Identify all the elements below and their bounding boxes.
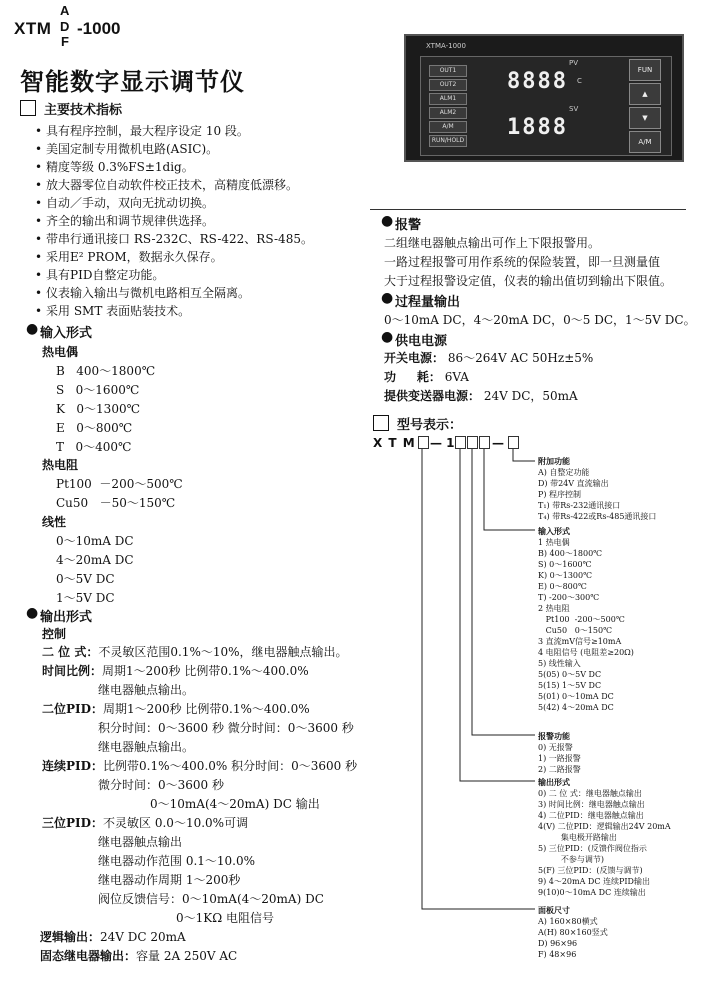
list-item: 1～5V DC xyxy=(56,591,115,605)
power-consumption: 功 耗： 6VA xyxy=(384,370,469,384)
led-out2: OUT2 xyxy=(429,79,467,91)
input-heading: ● 输入形式 xyxy=(26,321,93,341)
led-am: A/M xyxy=(429,121,467,133)
list-item: Cu50 －50～150℃ xyxy=(56,496,176,510)
pv-display: 8888 xyxy=(507,69,568,94)
linear-heading: 线性 xyxy=(42,515,67,529)
list-item: • 仪表输入输出与微机电路相互全隔离。 xyxy=(46,284,366,302)
list-item: S 0～1600℃ xyxy=(56,383,140,397)
model-code-heading: 型号表示： xyxy=(373,414,462,433)
code-dash: — xyxy=(492,436,504,450)
control-heading: 控制 xyxy=(42,627,67,641)
output-heading: ● 输出形式 xyxy=(26,605,93,625)
list-item: E 0～800℃ xyxy=(56,421,133,435)
output-line: 阀位反馈信号：0～10mA(4～20mA) DC xyxy=(98,892,324,906)
list-item: T 0～400℃ xyxy=(56,440,132,454)
list-item: • 采用E² PROM，数据永久保存。 xyxy=(46,248,366,266)
list-item: • 采用 SMT 表面贴装技术。 xyxy=(46,302,366,320)
output-line: 逻辑输出：24V DC 20mA xyxy=(40,930,186,944)
output-line: 继电器触点输出。 xyxy=(98,683,195,697)
model-prefix: XTM xyxy=(14,19,52,38)
output-line: 积分时间：0～3600 秒 微分时间：0～3600 秒 xyxy=(98,721,354,735)
output-line: 继电器动作范围 0.1～10.0% xyxy=(98,854,256,868)
list-item: Pt100 －200～500℃ xyxy=(56,477,183,491)
pv-output-heading: ● 过程量输出 xyxy=(381,290,461,310)
list-item: • 自动／手动，双向无扰动切换。 xyxy=(46,194,366,212)
unit-label: C xyxy=(577,77,582,85)
sv-label: SV xyxy=(569,105,579,113)
model-group-input: 输入形式 1 热电偶 B) 400～1800℃ S) 0～1600℃ K) 0～1300℃ E) 0～800℃ T) -200～300℃ 2 热电阻 Pt100 -200～500℃ Cu50 0～150℃ 3 直流mV信号≥10mA 4 电阻信号 (电阻差≥20Ω) 5) 线性输入 5(05) 0～5V DC 5(15) 1～5V DC 5(01) 0～10mA DC 5(42) 4～20mA DC xyxy=(538,526,634,712)
model-group-additional: 附加功能 A) 自整定功能 D) 带24V 直流输出 P) 程序控制 T₁) 带Rs-232通讯接口 T₄) 带Rs-422或Rs-485通讯接口 xyxy=(538,456,657,521)
list-item: • 带串行通讯接口 RS-232C、RS-422、RS-485。 xyxy=(46,230,366,248)
pv-output-text: 0～10mA DC，4～20mA DC，0～5 DC，1～5V DC。 xyxy=(384,313,696,327)
output-line: 0～10mA(4～20mA) DC 输出 xyxy=(150,797,320,811)
output-line: 继电器触点输出。 xyxy=(98,740,195,754)
led-out1: OUT1 xyxy=(429,65,467,77)
list-item: • 齐全的输出和调节规律供选择。 xyxy=(46,212,366,230)
alarm-line: 一路过程报警可用作系统的保险装置，即一旦测量值 xyxy=(384,255,661,269)
model-group-output: 输出形式 0) 二 位 式：继电器触点输出 3) 时间比例：继电器触点输出 4) 二位PID：继电器触点输出 4(V) 二位PID：逻辑输出24V 20mA 集电极开路输出 5) 三位PID：(反馈作阀位指示 不参与调节) 5(F) 三位PID：(反馈与调节) 9) 4～20mA DC 连续PID输出 9(10)0～10mA DC 连续输出 xyxy=(538,777,671,897)
fun-key: FUN xyxy=(629,59,661,81)
list-item: • 具有程序控制，最大程序设定 10 段。 xyxy=(46,122,366,140)
code-prefix: X T M xyxy=(373,436,416,450)
pv-label: PV xyxy=(569,59,579,67)
rtd-heading: 热电阻 xyxy=(42,458,79,472)
list-item: K 0～1300℃ xyxy=(56,402,141,416)
list-item: 4～20mA DC xyxy=(56,553,134,567)
list-item: • 精度等级 0.3%FS±1dig。 xyxy=(46,158,366,176)
thermocouple-heading: 热电偶 xyxy=(42,345,79,359)
led-run-hold: RUN/HOLD xyxy=(429,135,467,147)
code-mid: — 1 xyxy=(430,436,455,450)
alarm-heading: ● 报警 xyxy=(381,213,422,233)
device-brand-label: XTMA-1000 xyxy=(426,42,466,50)
power-transmitter: 提供变送器电源： 24V DC，50mA xyxy=(384,389,578,403)
model-suffix-a: A xyxy=(60,3,70,18)
up-key: ▲ xyxy=(629,83,661,105)
alarm-line: 二组继电器触点输出可作上下限报警用。 xyxy=(384,236,601,250)
list-item: • 美国定制专用微机电路(ASIC)。 xyxy=(46,140,366,158)
list-item: • 具有PID自整定功能。 xyxy=(46,266,366,284)
list-item: 0～5V DC xyxy=(56,572,115,586)
list-item: • 放大器零位自动软件校正技术，高精度低漂移。 xyxy=(46,176,366,194)
output-line: 微分时间：0～3600 秒 xyxy=(98,778,224,792)
model-number: -1000 xyxy=(77,19,121,38)
led-alm1: ALM1 xyxy=(429,93,467,105)
led-alm2: ALM2 xyxy=(429,107,467,119)
model-suffix-d: D xyxy=(60,19,70,34)
output-line: 0～1KΩ 电阻信号 xyxy=(176,911,274,925)
output-line: 二 位 式：不灵敏区范围0.1%～10%，继电器触点输出。 xyxy=(42,645,348,659)
down-key: ▼ xyxy=(629,107,661,129)
output-line: 连续PID：比例带0.1%～400.0% 积分时间：0～3600 秒 xyxy=(42,759,358,773)
power-heading: ● 供电电源 xyxy=(381,329,448,349)
output-line: 二位PID：周期1～200秒 比例带0.1%～400.0% xyxy=(42,702,310,716)
output-line: 继电器触点输出 xyxy=(98,835,183,849)
model-suffix-f: F xyxy=(61,34,69,49)
specs-heading: 主要技术指标 xyxy=(20,99,122,118)
output-line: 时间比例：周期1～200秒 比例带0.1%～400.0% xyxy=(42,664,309,678)
model-group-panel: 面板尺寸 A) 160×80横式 A(H) 80×160竖式 D) 96×96 F) 48×96 xyxy=(538,905,608,959)
list-item: B 400～1800℃ xyxy=(56,364,156,378)
output-line: 三位PID：不灵敏区 0.0～10.0%可调 xyxy=(42,816,249,830)
alarm-line: 大于过程报警设定值，仪表的输出值切到输出下限值。 xyxy=(384,274,673,288)
power-switch: 开关电源： 86～264V AC 50Hz±5% xyxy=(384,351,594,365)
list-item: 0～10mA DC xyxy=(56,534,134,548)
am-key: A/M xyxy=(629,131,661,153)
output-line: 继电器动作周期 1～200秒 xyxy=(98,873,241,887)
page-title: 智能数字显示调节仪 xyxy=(20,68,245,96)
sv-display: 1888 xyxy=(507,115,568,140)
output-line: 固态继电器输出：容量 2A 250V AC xyxy=(40,949,238,963)
model-group-alarm: 报警功能 0) 无报警 1) 一路报警 2) 二路报警 xyxy=(538,731,581,774)
